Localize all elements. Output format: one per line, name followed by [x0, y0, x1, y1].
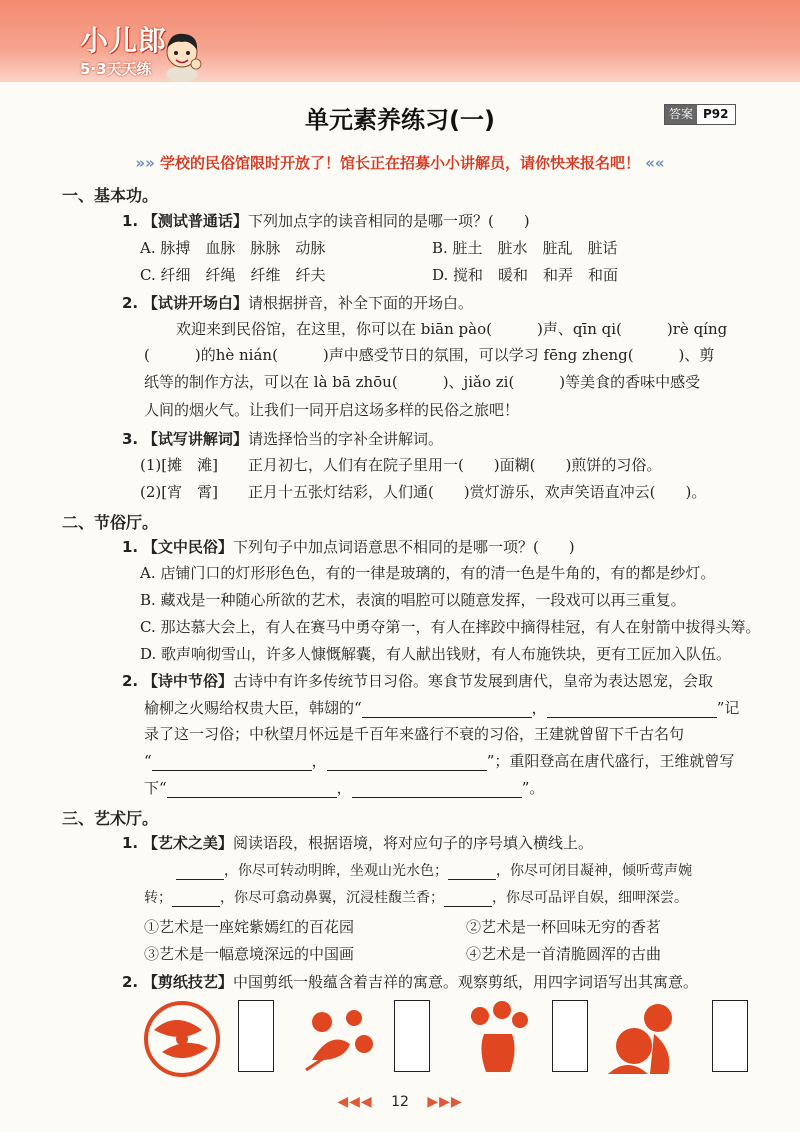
s1-q1-option-b: B. 脏土 脏水 脏乱 脏话 — [432, 239, 618, 257]
q-text: 请根据拼音，补全下面的开场白。 — [247, 294, 473, 312]
papercut-fish-icon — [136, 1000, 228, 1078]
text: ， — [531, 699, 547, 717]
q-tag: 【测试普通话】 — [142, 212, 248, 230]
q-text: 中国剪纸一般蕴含着吉祥的寓意。观察剪纸，用四字词语写出其寓意。 — [232, 973, 698, 991]
text: ”。 — [521, 779, 545, 797]
intro-line — [0, 152, 800, 173]
double-chevron-left-icon: «« — [640, 154, 665, 172]
section-2-heading: 二、节俗厅。 — [62, 513, 159, 532]
q-tag: 【艺术之美】 — [142, 834, 233, 852]
s2-q2-line-2: 录了这一习俗；中秋望月怀远是千百年来盛行不衰的习俗，王建就曾留下千古名句 — [144, 725, 685, 743]
s1-q1-option-c: C. 纤细 纤绳 纤维 纤夫 — [140, 266, 326, 284]
s2-q1-option-b: B. 藏戏是一种随心所欲的艺术，表演的唱腔可以随意发挥，一段戏可以再三重复。 — [140, 591, 686, 609]
q-tag: 【诗中节俗】 — [142, 672, 233, 690]
brand — [80, 26, 167, 79]
section-1-heading: 一、基本功。 — [62, 186, 159, 205]
q-number: 1. — [122, 212, 139, 230]
brand-subtitle: 5·3天天练 — [80, 60, 152, 78]
s3-q1-passage-2 — [144, 887, 688, 907]
text: 转； — [144, 890, 172, 906]
s3-q1-option-3: ③艺术是一幅意境深远的中国画 — [144, 945, 355, 963]
s2-q1-option-a: A. 店铺门口的灯形形色色，有的一律是玻璃的，有的清一色是牛角的，有的都是纱灯。 — [140, 564, 716, 582]
answer-reference — [664, 104, 736, 125]
text: 下“ — [144, 779, 167, 797]
papercut-row — [128, 1000, 748, 1080]
s3-q1-passage-1 — [176, 860, 692, 880]
s1-q1-option-a: A. 脉搏 血脉 脉脉 动脉 — [140, 239, 326, 257]
s2-q2-line-3 — [144, 750, 734, 771]
answer-box[interactable] — [238, 1000, 274, 1072]
answer-label: 答案 — [665, 105, 697, 124]
answer-blank[interactable] — [172, 892, 220, 907]
s1-q3-stem — [122, 428, 443, 449]
section-3-heading: 三、艺术厅。 — [62, 809, 159, 828]
q-tag: 【剪纸技艺】 — [142, 973, 233, 991]
answer-blank[interactable] — [327, 756, 487, 771]
answer-blank[interactable] — [444, 892, 492, 907]
s3-q1-stem — [122, 832, 593, 853]
q-text: 下列加点字的读音相同的是哪一项？( ) — [247, 212, 530, 230]
s3-q1-option-2: ②艺术是一杯回味无穷的香茗 — [466, 918, 662, 936]
page-number — [0, 1094, 800, 1110]
s1-q2-line-2: ( )的hè nián( )声中感受节日的氛围，可以学习 fēng zheng( )、剪 — [144, 346, 715, 364]
text: ”记 — [716, 699, 740, 717]
papercut-child-icon — [598, 1000, 698, 1078]
q-tag: 【文中民俗】 — [142, 538, 233, 556]
s1-q1-option-d: D. 搅和 暖和 和弄 和面 — [432, 266, 619, 284]
double-chevron-right-icon: »» — [135, 154, 160, 172]
s1-q3-line-2: (2)[宵 霄] 正月十五张灯结彩，人们通( )赏灯游乐，欢声笑语直冲云( )。 — [140, 483, 707, 501]
answer-blank[interactable] — [448, 865, 496, 880]
s2-q1-option-c: C. 那达慕大会上，有人在赛马中勇夺第一，有人在摔跤中摘得桂冠，有人在射箭中拔得头筹。 — [140, 618, 761, 636]
mascot-icon — [160, 28, 204, 82]
answer-blank[interactable] — [352, 783, 522, 798]
answer-box[interactable] — [552, 1000, 588, 1072]
q-number: 2. — [122, 672, 139, 690]
s1-q2-stem — [122, 292, 473, 313]
answer-box[interactable] — [712, 1000, 748, 1072]
q-number: 1. — [122, 538, 139, 556]
answer-blank[interactable] — [176, 865, 224, 880]
q-number: 1. — [122, 834, 139, 852]
text: ， — [336, 779, 352, 797]
s1-q2-line-4: 人间的烟火气。让我们一同开启这场多样的民俗之旅吧！ — [144, 401, 520, 419]
answer-blank[interactable] — [547, 703, 717, 718]
s3-q1-option-4: ④艺术是一首清脆圆浑的古曲 — [466, 945, 662, 963]
answer-box[interactable] — [394, 1000, 430, 1072]
text: ”；重阳登高在唐代盛行，王维就曾写 — [486, 752, 735, 770]
page-title: 单元素养练习(一) — [305, 106, 495, 134]
text: ，你尽可翕动鼻翼，沉浸桂馥兰香； — [220, 890, 444, 906]
brand-logo: 小儿郎 — [80, 24, 168, 57]
answer-page: P92 — [697, 105, 735, 124]
s1-q2-line-3: 纸等的制作方法，可以在 là bā zhōu( )、jiǎo zi( )等美食的香味中感受 — [144, 373, 701, 391]
page-number-text: 12 — [391, 1094, 409, 1110]
header-banner — [0, 0, 800, 82]
text: 榆柳之火赐给权贵大臣，韩翃的“ — [144, 699, 362, 717]
s2-q2-stem — [122, 670, 713, 691]
s3-q1-option-1: ①艺术是一座姹紫嫣红的百花园 — [144, 918, 355, 936]
s2-q1-stem — [122, 536, 575, 557]
q-text: 古诗中有许多传统节日习俗。寒食节发展到唐代，皇帝为表达恩宠，会取 — [232, 672, 713, 690]
text: “ — [144, 752, 152, 770]
text: ，你尽可品评自娱，细呷深尝。 — [492, 890, 688, 906]
arrow-left-icon: ◀◀◀ — [337, 1094, 373, 1110]
answer-blank[interactable] — [167, 783, 337, 798]
s2-q1-option-d: D. 歌声响彻雪山，许多人慷慨解囊，有人献出钱财，有人布施铁块，更有工匠加入队伍。 — [140, 645, 732, 663]
q-tag: 【试写讲解词】 — [142, 430, 248, 448]
text: ， — [311, 752, 327, 770]
q-text: 请选择恰当的字补全讲解词。 — [247, 430, 443, 448]
arrow-right-icon: ▶▶▶ — [427, 1094, 463, 1110]
papercut-vase-icon — [452, 1000, 544, 1078]
s1-q2-line-1: 欢迎来到民俗馆，在这里，你可以在 biān pào( )声、qīn qi( )rè qíng — [176, 320, 728, 338]
q-number: 3. — [122, 430, 139, 448]
q-text: 下列句子中加点词语意思不相同的是哪一项？( ) — [232, 538, 575, 556]
q-number: 2. — [122, 294, 139, 312]
s2-q2-line-1 — [144, 697, 739, 718]
q-number: 2. — [122, 973, 139, 991]
answer-blank[interactable] — [362, 703, 532, 718]
q-tag: 【试讲开场白】 — [142, 294, 248, 312]
s2-q2-line-4 — [144, 777, 544, 798]
answer-blank[interactable] — [152, 756, 312, 771]
s3-q2-stem — [122, 971, 698, 992]
text: ，你尽可转动明眸，坐观山光水色； — [224, 863, 448, 879]
intro-text: 学校的民俗馆限时开放了！馆长正在招募小小讲解员，请你快来报名吧！ — [159, 154, 640, 172]
papercut-bird-flower-icon — [292, 1000, 384, 1078]
s1-q1-stem — [122, 210, 530, 231]
q-text: 阅读语段，根据语境，将对应句子的序号填入横线上。 — [232, 834, 593, 852]
text: ，你尽可闭目凝神，倾听莺声婉 — [496, 863, 692, 879]
s1-q3-line-1: (1)[摊 滩] 正月初七，人们有在院子里用一( )面糊( )煎饼的习俗。 — [140, 456, 662, 474]
